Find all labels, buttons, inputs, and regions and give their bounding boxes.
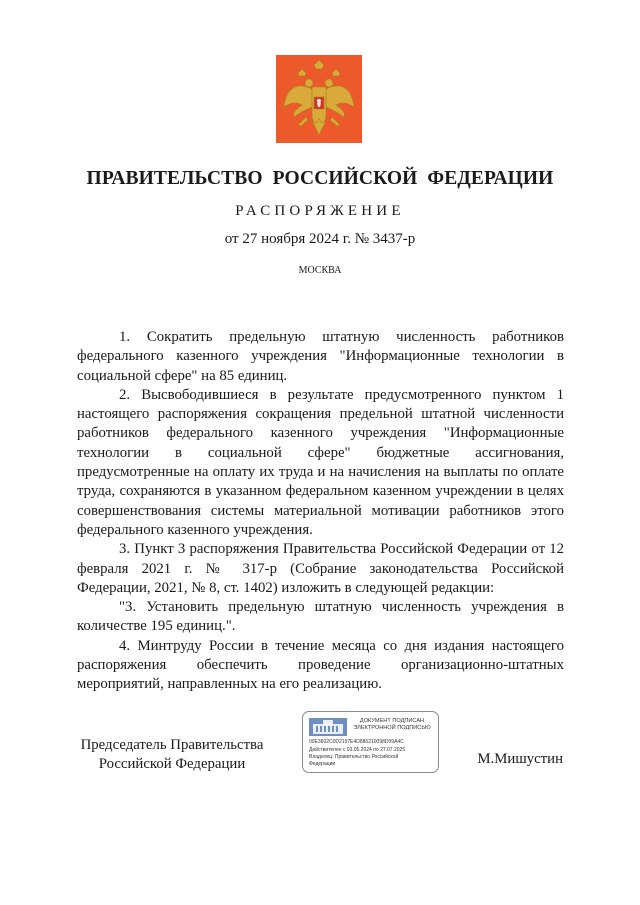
certificate-validity: Действителен с 03.05.2024 по 27.07.2025 [309,747,406,753]
document-body [77,328,564,695]
government-title: ПРАВИТЕЛЬСТВО РОССИЙСКОЙ ФЕДЕРАЦИИ [86,168,554,189]
paragraph-1: 1. Сократить предельную штатную численность работников федерального казенного учреждения "Информационные технологии в социальной сфере" на 85 единиц. [77,329,564,384]
certificate-serial: 00E3602C0D2197E4D886210098D09A4C [309,739,404,745]
document-city: МОСКВА [298,265,342,276]
certificate-owner-line-2: Федерации [309,761,336,767]
stamp-title-line-2: ЭЛЕКТРОННОЙ ПОДПИСЬЮ [353,725,431,731]
paragraph-3: 3. Пункт 3 распоряжения Правительства Российской Федерации от 12 февраля 2021 г. № 317-р (Собрание законодательства Российской Федерации, 2021, № 8, ст. 1402) изложить в следующей редакции: [77,541,564,596]
position-line-1: Председатель Правительства [80,737,264,753]
certificate-owner-line-1: Владелец: Правительство Российской [309,754,399,760]
paragraph-2: 2. Высвободившиеся в результате предусмотренного пунктом 1 настоящего распоряжения сокращения предельной штатной численности работников федерального казенного учреждения "Информационные технологии в социальной сфере" бюджетные ассигнования, предусмотренные на оплату их труда и на начисления на выплаты по оплате труда, сохраняются в указанном федеральном казенном учреждении в целях совершенствования системы материальной мотивации работников этого федерального казенного учреждения. [77,386,564,538]
document-date-number: от 27 ноября 2024 г. № 3437-р [224,231,416,247]
document-type: РАСПОРЯЖЕНИЕ [235,203,405,219]
state-emblem-icon [276,55,362,143]
signatory-name: М.Мишустин [477,751,563,767]
electronic-signature-stamp [302,711,439,773]
signatory-position [77,736,267,775]
paragraph-4: 4. Минтруду России в течение месяца со дня издания настоящего распоряжения обеспечить проведение организационно-штатных мероприятий, направленных на его реализацию. [77,637,564,693]
stamp-title [349,718,435,732]
paragraph-3-quote: "3. Установить предельную штатную численность учреждения в количестве 195 единиц.". [77,599,564,635]
government-building-icon [309,718,347,736]
double-headed-eagle-icon [276,55,362,143]
position-line-2: Российской Федерации [98,756,246,773]
stamp-title-line-1: ДОКУМЕНТ ПОДПИСАН [359,718,425,724]
